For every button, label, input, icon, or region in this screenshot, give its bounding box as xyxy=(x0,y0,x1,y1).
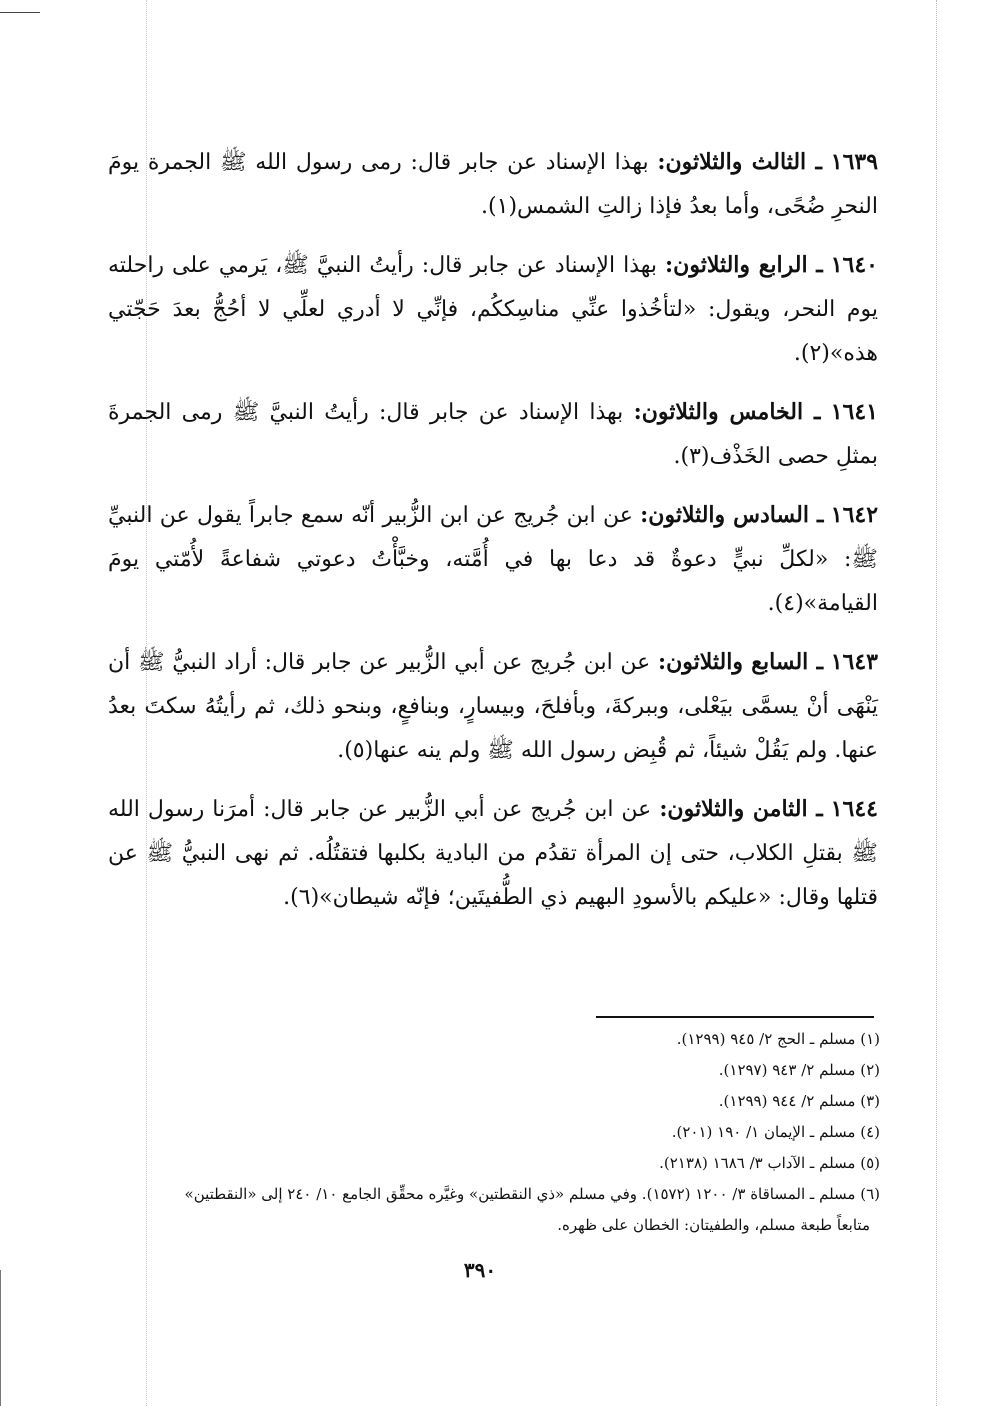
footnotes xyxy=(160,1024,880,1241)
footnote-4: (٤) مسلم ـ الإيمان ١/ ١٩٠ (٢٠١). xyxy=(671,1123,880,1141)
scan-edge-left xyxy=(0,1270,1,1406)
paragraph-1641 xyxy=(108,390,878,479)
hadith-number: ١٦٤٢ xyxy=(830,502,879,528)
hadith-heading: ـ السابع والثلاثون: xyxy=(657,649,824,675)
footnote-6: (٦) مسلم ـ المساقاة ٣/ ١٢٠٠ (١٥٧٢). وفي مسلم «ذي النقطتين» وغيَّره محقِّق الجامع ١٠/ ٢٤٠ إلى «النقطتين» xyxy=(184,1185,880,1203)
page-number: ٣٩٠ xyxy=(463,1258,497,1282)
footnote-6-continuation: متابعاً طبعة مسلم، والطفيتان: الخطان على ظهره. xyxy=(557,1216,870,1234)
hadith-text: عن ابن جُريج عن أبي الزُّبير عن جابر قال: أمرَنا رسول الله ﷺ بقتلِ الكلاب، حتى إن المرأة تقدُم من البادية بكلبها فتقتُلُه. ثم نهى النبيُّ ﷺ عن قتلها وقال: «عليكم بالأسودِ البهيم ذي الطُّفيتَين؛ فإنّه شيطان»(٦). xyxy=(108,797,878,910)
hadith-number: ١٦٤٠ xyxy=(830,252,878,278)
hadith-heading: ـ الثالث والثلاثون: xyxy=(657,149,823,175)
footnote-separator xyxy=(596,1016,874,1018)
hadith-number: ١٦٣٩ xyxy=(830,149,879,175)
hadith-text: عن ابن جُريج عن أبي الزُّبير عن جابر قال: أراد النبيُّ ﷺ أن يَنْهَى أنْ يسمَّى بيَعْلى، وببركةَ، وبأفلحَ، وبيسارٍ، وبنافعٍ، وبنحو ذلك، ثم رأيتُهُ سكتَ بعدُ عنها. ولم يَقُلْ شيئاً، ثم قُبِض رسول الله ﷺ ولم ينه عنها(٥). xyxy=(108,650,878,763)
paragraph-1643 xyxy=(108,640,878,773)
hadith-heading: ـ الخامس والثلاثون: xyxy=(633,399,821,425)
footnote-1: (١) مسلم ـ الحج ٢/ ٩٤٥ (١٢٩٩). xyxy=(676,1030,880,1048)
footnote-5: (٥) مسلم ـ الآداب ٣/ ١٦٨٦ (٢١٣٨). xyxy=(659,1154,880,1172)
hadith-number: ١٦٤١ xyxy=(830,399,878,425)
hadith-number: ١٦٤٣ xyxy=(830,649,878,675)
hadith-heading: ـ السادس والثلاثون: xyxy=(640,502,824,528)
hadith-text: بهذا الإسناد عن جابر قال: رأيتُ النبيَّ ﷺ، يَرمي على راحلته يوم النحر، ويقول: «لتأخُذوا عنِّي مناسِككُم، فإنِّي لا أدري لعلِّي لا أحُجُّ بعدَ حَجّتي هذه»(٢). xyxy=(108,253,878,366)
footnote-2: (٢) مسلم ٢/ ٩٤٣ (١٢٩٧). xyxy=(718,1061,880,1079)
hadith-text: بهذا الإسناد عن جابر قال: رمى رسول الله ﷺ الجمرة يومَ النحرِ ضُحًى، وأما بعدُ فإذا زالتِ الشمس(١). xyxy=(108,150,878,219)
hadith-heading: ـ الرابع والثلاثون: xyxy=(665,252,823,278)
hadith-heading: ـ الثامن والثلاثون: xyxy=(659,796,823,822)
page-body xyxy=(108,140,878,934)
paragraph-1644 xyxy=(108,787,878,920)
scan-artifact-dotted-right xyxy=(936,0,937,1406)
paragraph-1642 xyxy=(108,493,878,626)
scan-edge-top-left xyxy=(0,12,40,13)
hadith-text: عن ابن جُريج عن ابن الزُّبير أنّه سمع جابراً يقول عن النبيِّ ﷺ: «لكلِّ نبيٍّ دعوةٌ قد دعا بها في أُمَّته، وخبَّأْتُ دعوتي شفاعةً لأُمّتي يومَ القيامة»(٤). xyxy=(108,503,878,616)
hadith-number: ١٦٤٤ xyxy=(830,796,878,822)
paragraph-1639 xyxy=(108,140,878,229)
footnote-3: (٣) مسلم ٢/ ٩٤٤ (١٢٩٩). xyxy=(718,1092,880,1110)
hadith-text: بهذا الإسناد عن جابر قال: رأيتُ النبيَّ ﷺ رمى الجمرةَ بمثلِ حصى الخَذْف(٣). xyxy=(108,400,878,469)
paragraph-1640 xyxy=(108,243,878,376)
